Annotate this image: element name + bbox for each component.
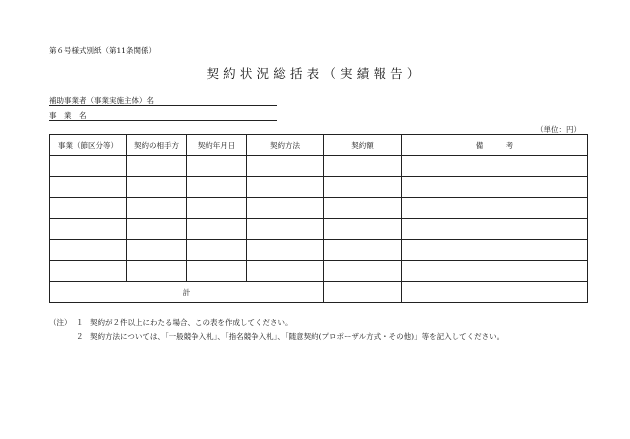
table-header-row <box>50 135 588 156</box>
contract-summary-table <box>49 134 588 303</box>
note-number: ２ <box>76 332 84 341</box>
table-row <box>50 219 588 240</box>
header-remarks: 備 考 <box>402 135 588 156</box>
table-row <box>50 198 588 219</box>
total-label: 計 <box>50 282 324 303</box>
header-counterparty: 契約の相手方 <box>127 135 187 156</box>
table-row <box>50 156 588 177</box>
note-number: １ <box>76 318 84 327</box>
form-identifier: 第６号様式別紙（第11条関係） <box>49 46 157 55</box>
note-text: 契約方法については、「一般競争入札」、「指名競争入札」、「随意契約(プロポーザル方式・その他)」等を記入してください。 <box>90 332 505 341</box>
note-text: 契約が２件以上にわたる場合、この表を作成してください。 <box>90 318 293 327</box>
document-title: 契約状況総括表（実績報告） <box>206 66 424 81</box>
note-item <box>49 330 504 344</box>
notes-prefix: （注） <box>49 318 72 327</box>
total-row <box>50 282 588 303</box>
table-row <box>50 177 588 198</box>
notes <box>49 316 504 344</box>
header-contract-amount: 契約額 <box>324 135 402 156</box>
header-contract-date: 契約年月日 <box>187 135 247 156</box>
table-row <box>50 240 588 261</box>
total-amount-cell <box>324 282 402 303</box>
header-project: 事業（節区分等） <box>50 135 127 156</box>
table-row <box>50 261 588 282</box>
unit-label: （単位：円） <box>536 125 581 134</box>
field-subsidy-recipient: 補助事業者（事業実施主体）名 <box>49 95 277 106</box>
total-remarks-cell <box>402 282 588 303</box>
header-contract-method: 契約方法 <box>247 135 324 156</box>
note-item <box>49 316 504 330</box>
field-project-name: 事 業 名 <box>49 110 277 121</box>
